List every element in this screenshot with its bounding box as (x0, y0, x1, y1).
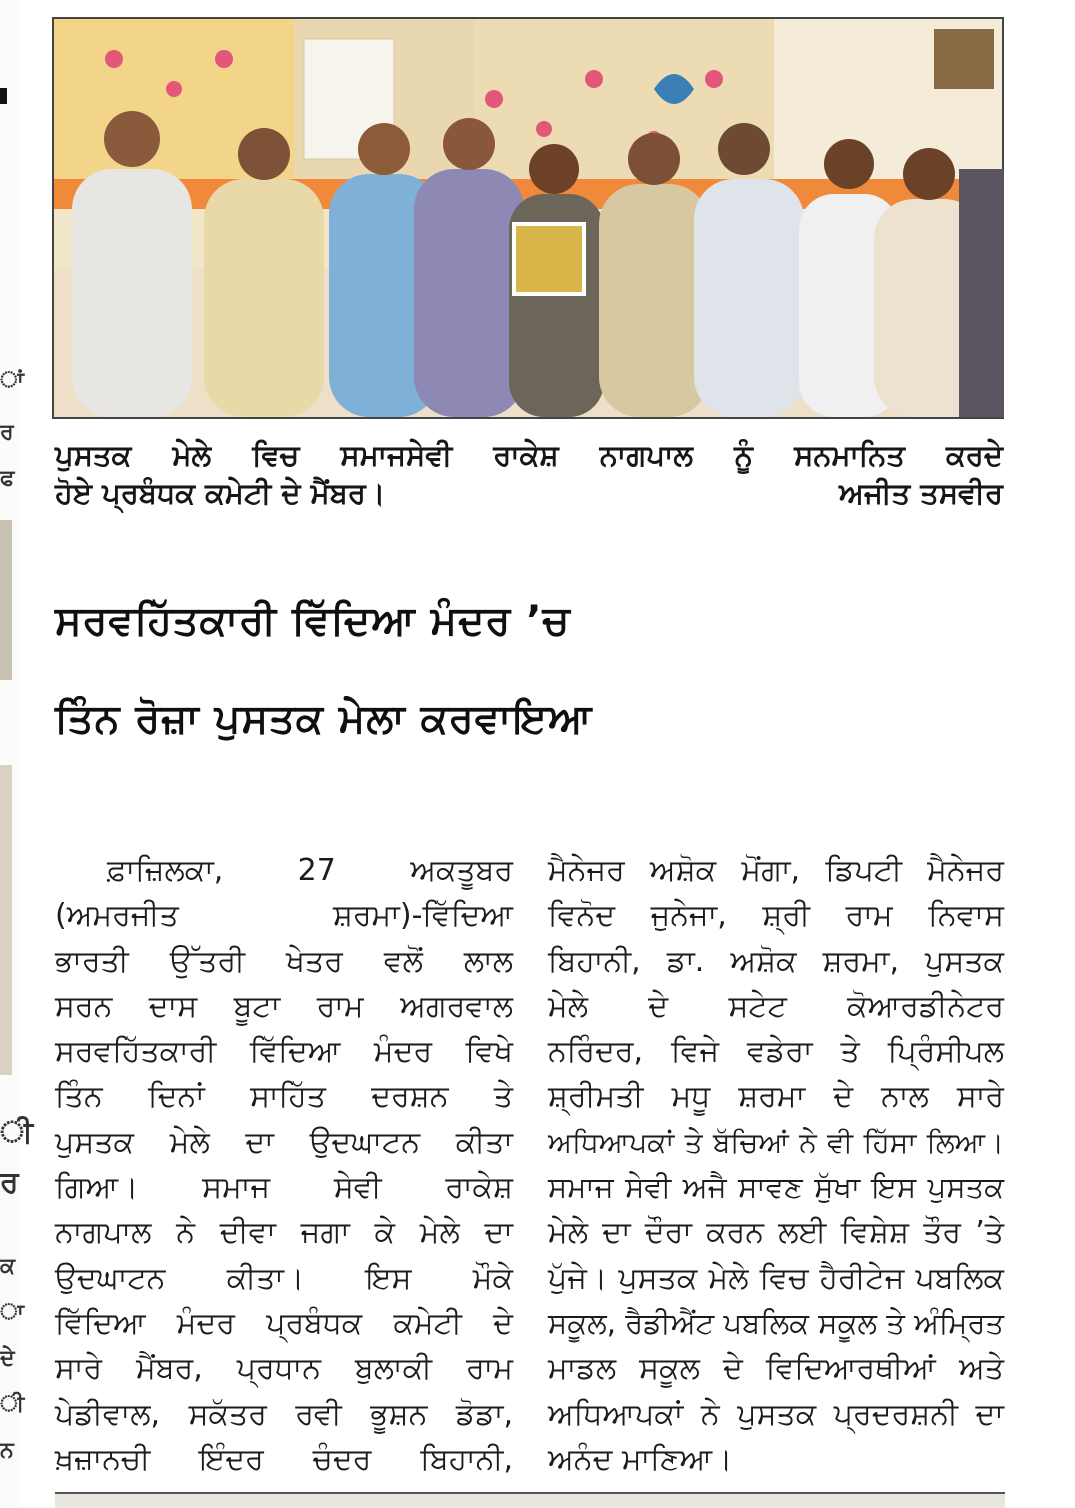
article-line: ਪੁਸਤਕ ਮੇਲੇ ਦਾ ਉਦਘਾਟਨ ਕੀਤਾ (55, 1124, 513, 1160)
headline (55, 572, 1015, 768)
edge-fragment: ਫ (0, 466, 15, 491)
edge-fragment: ਰ (0, 1165, 19, 1200)
article-line: ਮਾਡਲ ਸਕੂਲ ਦੇ ਵਿਦਿਆਰਥੀਆਂ ਅਤੇ (548, 1351, 1004, 1387)
article-line: ਅਨੰਦ ਮਾਣਿਆ। (548, 1441, 733, 1477)
article-line: (ਅਮਰਜੀਤ ਸ਼ਰਮਾ)-ਵਿੱਦਿਆ (55, 898, 513, 934)
article-line: ਫ਼ਾਜ਼ਿਲਕਾ, 27 ਅਕਤੂਬਰ (107, 853, 513, 888)
article-line: ਅਧਿਆਪਕਾਂ ਨੇ ਪੁਸਤਕ ਪ੍ਰਦਰਸ਼ਨੀ ਦਾ (548, 1396, 1004, 1432)
edge-fragment: ਦੇ (0, 1346, 15, 1371)
caption-line-2 (55, 474, 1003, 512)
article-line: ਖ਼ਜ਼ਾਨਚੀ ਇੰਦਰ ਚੰਦਰ ਬਿਹਾਨੀ, (55, 1441, 513, 1477)
edge-fragment: ਕ (0, 1254, 16, 1279)
article-line: ਸਾਰੇ ਮੈਂਬਰ, ਪ੍ਰਧਾਨ ਬੁਲਾਕੀ ਰਾਮ (55, 1351, 513, 1387)
article-line: ਪੁੱਜੇ। ਪੁਸਤਕ ਮੇਲੇ ਵਿਚ ਹੈਰੀਟੇਜ ਪਬਲਿਕ (548, 1260, 1004, 1296)
next-photo-edge (55, 1492, 1005, 1508)
caption-text: ਹੋਏ ਪ੍ਰਬੰਧਕ ਕਮੇਟੀ ਦੇ ਮੈਂਬਰ। (55, 476, 386, 510)
article-line: ਭਾਰਤੀ ਉੱਤਰੀ ਖੇਤਰ ਵਲੋਂ ਲਾਲ (55, 943, 513, 979)
edge-fragment: ੀ (0, 1392, 25, 1417)
photo-caption (55, 436, 1003, 512)
edge-fragment: ਾਂ (0, 368, 24, 393)
article-line: ਸਰਨ ਦਾਸ ਬੂਟਾ ਰਾਮ ਅਗਰਵਾਲ (55, 988, 513, 1024)
photo-credit: ਅਜੀਤ ਤਸਵੀਰ (839, 476, 1003, 510)
article-line: ਵਿੱਦਿਆ ਮੰਦਰ ਪ੍ਰਬੰਧਕ ਕਮੇਟੀ ਦੇ (55, 1305, 513, 1341)
news-photo-illustration (54, 19, 1002, 417)
article-line: ਮੇਲੇ ਦੇ ਸਟੇਟ ਕੋਆਰਡੀਨੇਟਰ (548, 988, 1004, 1024)
article-line: ਨਰਿੰਦਰ, ਵਿਜੇ ਵਡੇਰਾ ਤੇ ਪ੍ਰਿੰਸੀਪਲ (548, 1034, 1004, 1070)
article-line: ਸਕੂਲ, ਰੈਡੀਐਂਟ ਪਬਲਿਕ ਸਕੂਲ ਤੇ ਅੰਮ੍ਰਿਤ (548, 1305, 1004, 1340)
article-line: ਵਿਨੋਦ ਜੁਨੇਜਾ, ਸ਼੍ਰੀ ਰਾਮ ਨਿਵਾਸ (548, 898, 1004, 934)
edge-rule (0, 88, 7, 104)
article-line: ਤਿੰਨ ਦਿਨਾਂ ਸਾਹਿੱਤ ਦਰਸ਼ਨ ਤੇ (55, 1079, 513, 1115)
neighbor-column-edge (0, 0, 34, 1506)
article-line: ਸਮਾਜ ਸੇਵੀ ਅਜੈ ਸਾਵਣ ਸੁੱਖਾ ਇਸ ਪੁਸਤਕ (548, 1170, 1004, 1205)
article-line: ਪੇਡੀਵਾਲ, ਸਕੱਤਰ ਰਵੀ ਭੂਸ਼ਨ ਡੋਡਾ, (55, 1396, 513, 1432)
article-line: ਮੈਨੇਜਰ ਅਸ਼ੋਕ ਮੋਂਗਾ, ਡਿਪਟੀ ਮੈਨੇਜਰ (548, 853, 1004, 888)
news-photo (52, 17, 1004, 419)
headline-line-1: ਸਰਵਹਿੱਤਕਾਰੀ ਵਿੱਦਿਆ ਮੰਦਰ ’ਚ (55, 598, 571, 644)
article-column-left (55, 848, 513, 1482)
article-line: ਬਿਹਾਨੀ, ਡਾ. ਅਸ਼ੋਕ ਸ਼ਰਮਾ, ਪੁਸਤਕ (548, 943, 1004, 979)
article-line: ਮੇਲੇ ਦਾ ਦੌਰਾ ਕਰਨ ਲਈ ਵਿਸ਼ੇਸ਼ ਤੌਰ ’ਤੇ (548, 1215, 1004, 1251)
article-line: ਸ਼੍ਰੀਮਤੀ ਮਧੂ ਸ਼ਰਮਾ ਦੇ ਨਾਲ ਸਾਰੇ (548, 1079, 1004, 1115)
article-line: ਗਿਆ। ਸਮਾਜ ਸੇਵੀ ਰਾਕੇਸ਼ (55, 1170, 513, 1206)
headline-line-2: ਤਿੰਨ ਰੋਜ਼ਾ ਪੁਸਤਕ ਮੇਲਾ ਕਰਵਾਇਆ (55, 696, 593, 742)
article-line: ਸਰਵਹਿੱਤਕਾਰੀ ਵਿੱਦਿਆ ਮੰਦਰ ਵਿਖੇ (55, 1034, 513, 1070)
edge-photo (0, 520, 12, 680)
edge-fragment: ਾ (0, 1300, 24, 1325)
article-line: ਅਧਿਆਪਕਾਂ ਤੇ ਬੱਚਿਆਂ ਨੇ ਵੀ ਹਿੱਸਾ ਲਿਆ। (548, 1125, 1004, 1159)
article-column-right (548, 848, 1004, 1482)
edge-photo (0, 765, 12, 1075)
edge-fragment: ਰ (0, 420, 14, 445)
article-line: ਨਾਗਪਾਲ ਨੇ ਦੀਵਾ ਜਗਾ ਕੇ ਮੇਲੇ ਦਾ (55, 1215, 513, 1251)
edge-fragment: ੀ (0, 1115, 34, 1150)
caption-line-1: ਪੁਸਤਕ ਮੇਲੇ ਵਿਚ ਸਮਾਜਸੇਵੀ ਰਾਕੇਸ਼ ਨਾਗਪਾਲ ਨੂੰ ਸਨਮਾਨਿਤ ਕਰਦੇ (55, 438, 1003, 472)
article-line: ਉਦਘਾਟਨ ਕੀਤਾ। ਇਸ ਮੌਕੇ (55, 1260, 513, 1296)
edge-fragment: ਨ (0, 1438, 14, 1463)
